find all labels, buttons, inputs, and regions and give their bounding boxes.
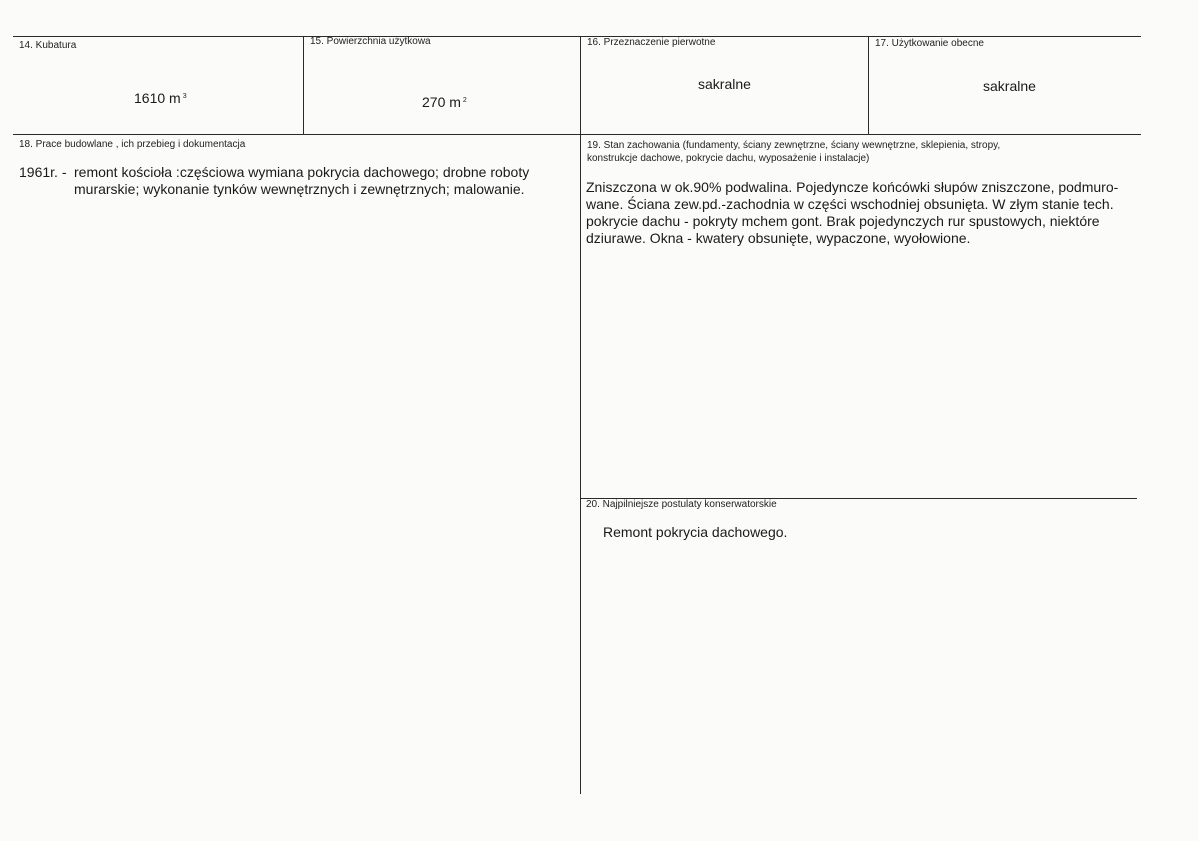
field-19-line-1: Zniszczona w ok.90% podwalina. Pojedyncze końcówki słupów zniszczone, podmuro- — [586, 179, 1119, 195]
row-divider-line — [13, 134, 1141, 135]
field-19-label-line-2: konstrukcje dachowe, pokrycie dachu, wyposażenie i instalacje) — [587, 153, 870, 164]
field-19-line-3: pokrycie dachu - pokryty mchem gont. Brak pojedynczych rur spustowych, niektóre — [586, 213, 1100, 229]
field-16-label: 16. Przeznaczenie pierwotne — [587, 37, 716, 48]
column-divider-16-17 — [868, 36, 869, 135]
field-18-label: 18. Prace budowlane , ich przebieg i dokumentacja — [19, 139, 246, 150]
field-16-value: sakralne — [698, 76, 751, 92]
column-divider-15-16 — [580, 36, 581, 794]
field-17-label: 17. Użytkowanie obecne — [875, 38, 984, 49]
field-19-line-4: dziurawe. Okna - kwatery obsunięte, wypaczone, wyołowione. — [586, 230, 971, 246]
field-15-unit-exponent: 2 — [462, 97, 467, 104]
top-border-line — [13, 36, 1141, 37]
field-20-label: 20. Najpilniejsze postulaty konserwatorskie — [586, 499, 777, 510]
field-14-number: 1610 m — [134, 90, 181, 106]
field-18-year: 1961r. - — [19, 164, 67, 180]
field-17-value: sakralne — [983, 78, 1036, 94]
field-19-label-line-1: 19. Stan zachowania (fundamenty, ściany zewnętrzne, ściany wewnętrzne, sklepienia, stropy, — [587, 140, 1001, 151]
field-15-label: 15. Powierzchnia użytkowa — [310, 36, 431, 47]
column-divider-14-15 — [303, 36, 304, 135]
field-14-label: 14. Kubatura — [19, 40, 77, 51]
field-15-number: 270 m — [422, 94, 461, 110]
field-14-value — [134, 90, 187, 107]
field-15-value — [422, 94, 467, 111]
field-19-line-2: wane. Ściana zew.pd.-zachodnia w części wschodniej obsunięta. W złym stanie tech. — [586, 196, 1114, 212]
field-14-unit-exponent: 3 — [182, 93, 187, 100]
field-20-value: Remont pokrycia dachowego. — [603, 524, 788, 540]
field-18-text: remont kościoła :częściowa wymiana pokrycia dachowego; drobne roboty murarskie; wykonanie tynków wewnętrznych i zewnętrznych; malowanie. — [74, 164, 530, 197]
